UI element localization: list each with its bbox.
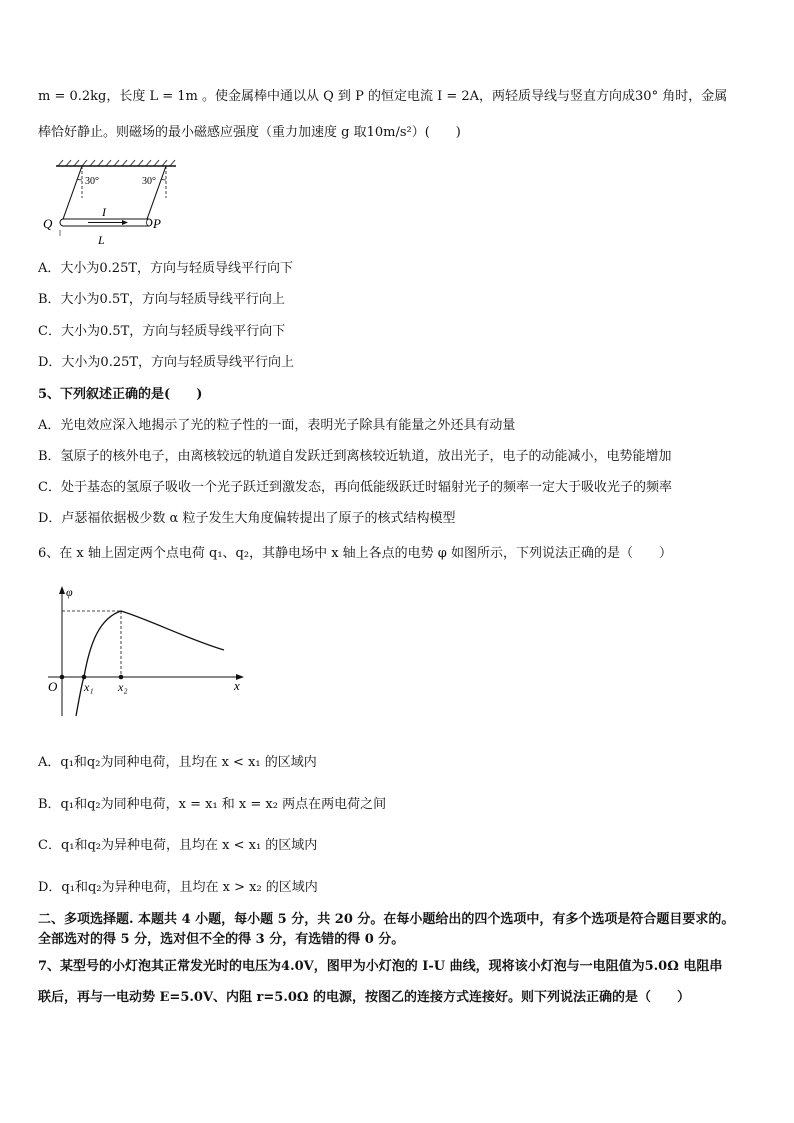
x2-label: x₂ [118,680,128,694]
q5-option-c: C．处于基态的氢原子吸收一个光子跃迁到激发态，再向低能级跃迁时辐射光子的频率一定大于吸收光子的频率 [38,480,672,495]
x2-point [119,675,124,680]
current-label: I [102,205,106,219]
x1-point [82,675,87,680]
q7-stem-line-1: 7、某型号的小灯泡其正常发光时的电压为4.0V，图甲为小灯泡的 I-U 曲线，现将该小灯泡与一电阻值为5.0Ω 电阻串 [38,959,723,974]
q6-option-b: B．q₁和q₂为同种电荷，x = x₁ 和 x = x₂ 两点在两电荷之间 [38,797,387,812]
q6-stem: 6、在 x 轴上固定两个点电荷 q₁、q₂，其静电场中 x 轴上各点的电势 φ 如图所示，下列说法正确的是（ ） [38,546,673,561]
right-angle-label: 30° [142,176,156,187]
rod-end-cap [147,219,152,226]
q5-option-d: D．卢瑟福依据极少数 α 粒子发生大角度偏转提出了原子的核式结构模型 [38,511,456,526]
q4-option-d: D．大小为0.25T，方向与轻质导线平行向上 [38,355,295,370]
q4-stem-line-2: 棒恰好静止。则磁场的最小磁感应强度（重力加速度 g 取10m/s²）( ) [38,125,461,140]
right-angle-arc [161,179,166,180]
left-angle-arc [77,179,82,180]
q6-option-c: C．q₁和q₂为异种电荷，且均在 x < x₁ 的区域内 [38,838,318,853]
right-wire [146,166,166,222]
ceiling-hatch [58,160,175,166]
q4-stem-line-1: m = 0.2kg，长度 L = 1m 。使金属棒中通以从 Q 到 P 的恒定电流 I = 2A，两轻质导线与竖直方向成30° 角时，金属 [38,89,728,104]
section-two-line-1: 二、多项选择题. 本题共 4 小题，每小题 5 分，共 20 分。在每小题给出的四个选项中，有多个选项是符合题目要求的。 [38,912,735,927]
origin-point [60,675,65,680]
phi-axis-label: φ [66,585,73,599]
left-angle-label: 30° [85,176,99,187]
q5-option-b: B．氢原子的核外电子，由离核较远的轨道自发跃迁到离核较近轨道，放出光子，电子的动能减小，电势能增加 [38,449,672,464]
q5-stem: 5、下列叙述正确的是( ) [38,387,203,402]
section-two-line-2: 全部选对的得 5 分，选对但不全的得 3 分，有选错的得 0 分。 [38,932,405,947]
q4-rod-figure [36,158,186,250]
left-wire [62,166,82,222]
phi-axis-arrow [59,586,65,594]
end-label-q: Q [43,216,53,231]
origin-label: O [48,679,58,694]
length-label: L [98,233,105,247]
q6-potential-graph [40,582,255,722]
q6-option-a: A．q₁和q₂为同种电荷，且均在 x < x₁ 的区域内 [38,755,317,770]
q4-option-b: B．大小为0.5T，方向与轻质导线平行向上 [38,292,285,307]
q5-option-a: A．光电效应深入地揭示了光的粒子性的一面，表明光子除具有能量之外还具有动量 [38,418,516,433]
potential-curve [76,611,224,716]
end-label-p: P [153,216,161,231]
x1-label: x₁ [84,680,94,694]
x-axis-label: x [234,678,240,693]
q6-option-d: D．q₁和q₂为异种电荷，且均在 x > x₂ 的区域内 [38,880,318,895]
q4-option-a: A．大小为0.25T，方向与轻质导线平行向下 [38,261,294,276]
q4-option-c: C．大小为0.5T，方向与轻质导线平行向下 [38,324,286,339]
q7-stem-line-2: 联后，再与一电动势 E=5.0V、内阻 r=5.0Ω 的电源，按图乙的连接方式连接好。则下列说法正确的是（ ） [38,990,691,1005]
